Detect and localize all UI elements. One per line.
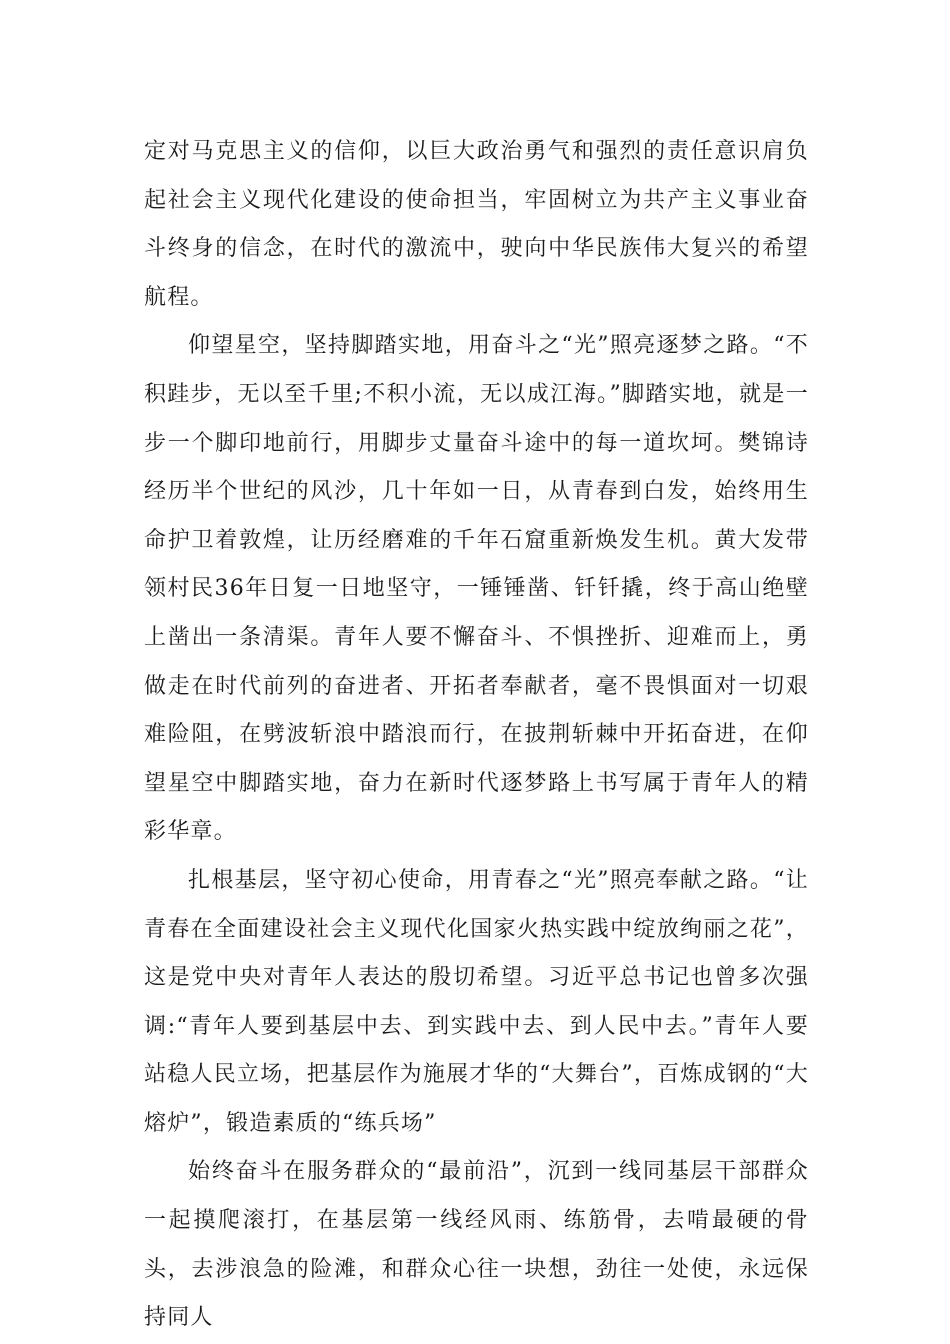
paragraph-4: 始终奋斗在服务群众的“最前沿”，沉到一线同基层干部群众一起摸爬滚打，在基层第一线经风雨、练筋骨，去啃最硬的骨头，去涉浪急的险滩，和群众心往一块想，劲往一处使，永远保持同人 [144,1159,809,1331]
body-text [144,128,809,1343]
paragraph-1: 定对马克思主义的信仰，以巨大政治勇气和强烈的责任意识肩负起社会主义现代化建设的使命担当，牢固树立为共产主义事业奋斗终身的信念，在时代的激流中，驶向中华民族伟大复兴的希望航程。 [144,139,809,310]
paragraph-2: 仰望星空，坚持脚踏实地，用奋斗之“光”照亮逐梦之路。“不积跬步，无以至千里;不积小流，无以成江海。”脚踏实地，就是一步一个脚印地前行，用脚步丈量奋斗途中的每一道坎坷。樊锦诗经历半个世纪的风沙，几十年如一日，从青春到白发，始终用生命护卫着敦煌，让历经磨难的千年石窟重新焕发生机。黄大发带领村民36年日复一日地坚守，一锤锤凿、钎钎撬，终于高山绝壁上凿出一条清渠。青年人要不懈奋斗、不惧挫折、迎难而上，勇做走在时代前列的奋进者、开拓者奉献者，毫不畏惧面对一切艰难险阻，在劈波斩浪中踏浪而行，在披荆斩棘中开拓奋进，在仰望星空中脚踏实地，奋力在新时代逐梦路上书写属于青年人的精彩华章。 [144,333,809,845]
paragraph-3: 扎根基层，坚守初心使命，用青春之“光”照亮奉献之路。“让青春在全面建设社会主义现代化国家火热实践中绽放绚丽之花”，这是党中央对青年人表达的殷切希望。习近平总书记也曾多次强调:“青年人要到基层中去、到实践中去、到人民中去。”青年人要站稳人民立场，把基层作为施展才华的“大舞台”，百炼成钢的“大熔炉”，锻造素质的“练兵场” [144,867,809,1136]
